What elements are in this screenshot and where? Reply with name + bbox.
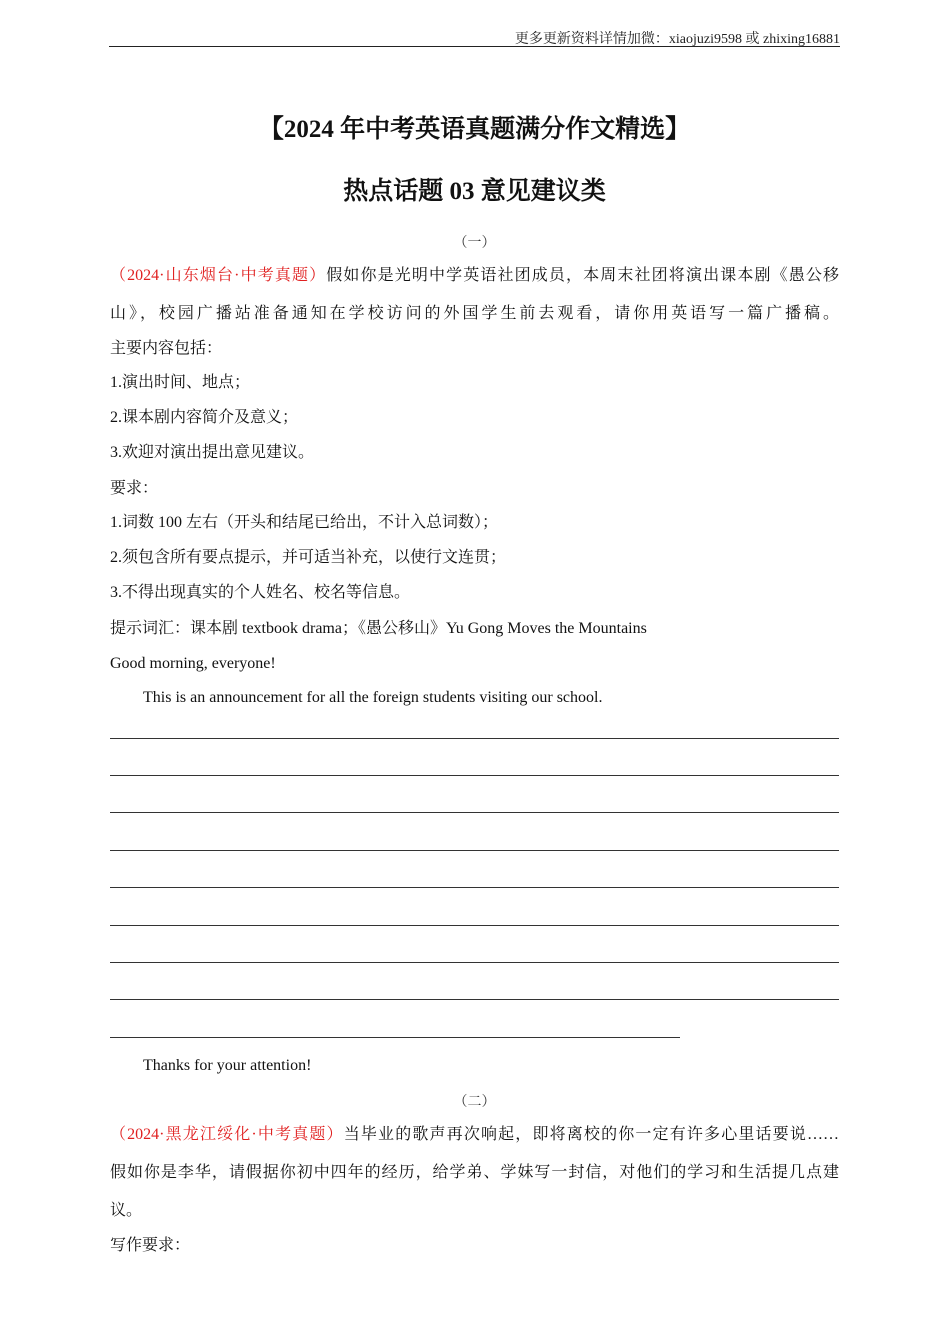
page-title: 【2024 年中考英语真题满分作文精选】 — [258, 116, 691, 143]
section1-content-item: 2.课本剧内容简介及意义； — [110, 409, 299, 426]
section1-requirements-heading: 要求： — [110, 480, 159, 497]
section1-content-item: 1.演出时间、地点； — [110, 374, 251, 391]
writing-line[interactable] — [110, 925, 839, 926]
section1-vocab-hint: 提示词汇：课本剧 textbook drama；《愚公移山》Yu Gong Moves the Mountains — [110, 620, 647, 637]
section1-content-item: 3.欢迎对演出提出意见建议。 — [110, 444, 315, 461]
section2-prompt-line3: 议。 — [110, 1202, 143, 1219]
writing-line[interactable] — [110, 1037, 680, 1038]
section2-prompt-line2: 假如你是李华，请假据你初中四年的经历，给学弟、学妹写一封信，对他们的学习和生活提几点建 — [110, 1164, 839, 1181]
writing-line[interactable] — [110, 738, 839, 739]
section1-requirement: 3.不得出现真实的个人姓名、校名等信息。 — [110, 584, 411, 601]
section1-source: （2024·山东烟台·中考真题） — [110, 267, 327, 284]
section2-source: （2024·黑龙江绥化·中考真题） — [110, 1126, 344, 1143]
section1-closing: Thanks for your attention! — [143, 1057, 312, 1074]
section2-prompt-line1 — [110, 1125, 839, 1145]
writing-line[interactable] — [110, 812, 839, 813]
page-subtitle: 热点话题 03 意见建议类 — [343, 178, 606, 205]
section1-opening: This is an announcement for all the foreign students visiting our school. — [143, 689, 603, 706]
section1-greeting: Good morning, everyone! — [110, 655, 276, 672]
header-divider — [109, 46, 840, 47]
section1-content-heading: 主要内容包括： — [110, 340, 223, 357]
writing-line[interactable] — [110, 999, 839, 1000]
header-contact-text: 更多更新资料详情加微：xiaojuzi9598 或 zhixing16881 — [514, 32, 840, 47]
section2-prompt-text: 当毕业的歌声再次响起，即将离校的你一定有许多心里话要说…… — [343, 1126, 839, 1143]
section1-prompt-line1 — [110, 266, 839, 286]
writing-line[interactable] — [110, 887, 839, 888]
section1-requirement: 1.词数 100 左右（开头和结尾已给出，不计入总词数）； — [110, 514, 499, 531]
section1-prompt-text: 假如你是光明中学英语社团成员，本周末社团将演出课本剧《愚公移 — [326, 267, 839, 284]
section1-requirement: 2.须包含所有要点提示，并可适当补充，以使行文连贯； — [110, 549, 507, 566]
section1-prompt-line2: 山》，校园广播站准备通知在学校访问的外国学生前去观看，请你用英语写一篇广播稿。 — [110, 305, 839, 322]
section1-label: （一） — [453, 236, 496, 251]
writing-line[interactable] — [110, 775, 839, 776]
section2-requirements-heading: 写作要求： — [110, 1237, 191, 1254]
writing-line[interactable] — [110, 962, 839, 963]
writing-line[interactable] — [110, 850, 839, 851]
section2-label: （二） — [453, 1095, 496, 1110]
